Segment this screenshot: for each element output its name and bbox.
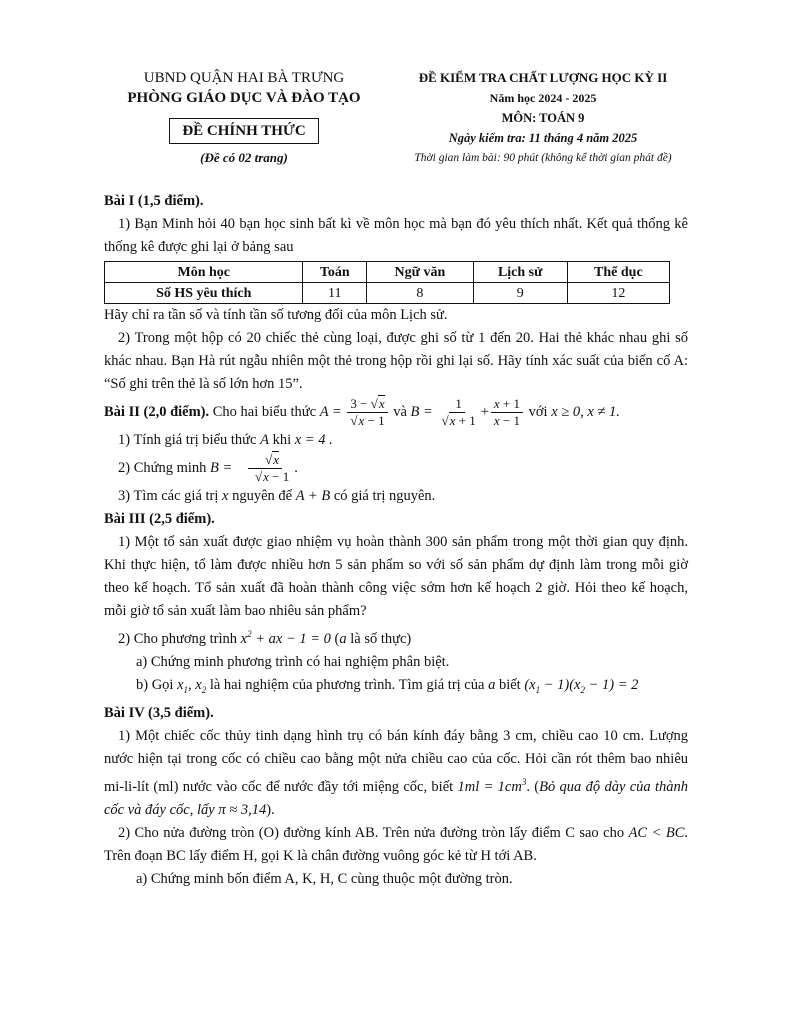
bai2-q1-when: khi bbox=[272, 432, 292, 448]
bai2-intro: Cho hai biểu thức bbox=[212, 403, 317, 420]
var-a-param: a bbox=[339, 630, 347, 647]
pi-approx: π ≈ 3,14 bbox=[218, 801, 267, 818]
bai2-intro-line: Bài II (2,0 điểm). Cho hai biểu thức A = $\frac{3 - √x}{√x - 1}$ và B = $\frac{1}{√x + 1}$ + $\frac{x + 1}{x - 1}$ với x ≥ 0, x ≠ 1. bbox=[104, 396, 620, 428]
table-header-cell: Thể dục bbox=[567, 262, 669, 283]
roots-condition: $(x_1 - 1)(x_2 - 1) = 2$ bbox=[524, 676, 639, 695]
table-header-cell: Môn học bbox=[105, 262, 303, 283]
table-header-cell: Lịch sử bbox=[473, 262, 567, 283]
bai2-q1 bbox=[104, 429, 688, 452]
quadratic-equation: $x^2$ + ax − 1 = 0 bbox=[240, 629, 331, 647]
bai1-title: Bài I (1,5 điểm). bbox=[104, 193, 204, 209]
exam-title: ĐỀ KIỂM TRA CHẤT LƯỢNG HỌC KỲ II bbox=[418, 70, 668, 85]
bai2-q2-text: 2) Chứng minh bbox=[118, 459, 207, 476]
bai3-q2b-text-3: biết bbox=[498, 676, 521, 693]
department-name: PHÒNG GIÁO DỤC VÀ ĐÀO TẠO bbox=[127, 90, 361, 106]
bai3-q2b-text: b) Gọi bbox=[136, 676, 174, 693]
bai2-q3-text-2: nguyên để bbox=[232, 488, 293, 504]
expr-a-fraction: $\frac{3 - √x}{√x - 1}$ bbox=[347, 396, 387, 429]
expr-a-label: A = bbox=[319, 403, 342, 420]
bai1-q1-after: Hãy chỉ ra tần số và tính tần số tương đối của môn Lịch sử. bbox=[104, 307, 448, 323]
var-a-param-2: a bbox=[488, 676, 496, 693]
bai4-q2a: a) Chứng minh bốn điểm A, K, H, C cùng thuộc một đường tròn. bbox=[136, 870, 513, 887]
bai1-q2: 2) Trong một hộp có 20 chiếc thẻ cùng loại, được ghi số từ 1 đến 20. Hai thẻ khác nhau ghi số khác nhau. Bạn Hà rút ngẫu nhiên một thẻ trong hộp rồi ghi lại số. Hãy tính xác suất của biến cố A: “Số ghi trên thẻ là số lớn hơn 15”. bbox=[104, 330, 688, 392]
expr-b-fraction-1: $\frac{1}{√x + 1}$ bbox=[441, 396, 476, 428]
roots-x1-x2: $x_1$, $x_2$ bbox=[177, 676, 207, 695]
bai2-cond-word: với bbox=[528, 403, 548, 420]
official-badge: ĐỀ CHÍNH THỨC bbox=[169, 118, 318, 144]
exam-date: Ngày kiểm tra: 11 tháng 4 năm 2025 bbox=[448, 131, 638, 145]
exam-body bbox=[104, 190, 688, 891]
bai4-q2 bbox=[104, 822, 688, 868]
bai2-q3-text: 3) Tìm các giá trị bbox=[118, 488, 219, 504]
bai2-q3 bbox=[104, 485, 688, 508]
header-left bbox=[104, 68, 384, 166]
bai3-q2b bbox=[104, 674, 688, 702]
school-year: Năm học 2024 - 2025 bbox=[489, 91, 597, 105]
var-a: A bbox=[260, 432, 269, 448]
page-count-note: (Đề có 02 trang) bbox=[200, 150, 288, 165]
expr-b-proof-fraction: $\frac{√x}{√x - 1}$ bbox=[238, 452, 292, 485]
bai3-title: Bài III (2,5 điểm). bbox=[104, 511, 215, 527]
var-x: x bbox=[222, 488, 229, 504]
table-header-row bbox=[105, 262, 670, 283]
table-header-cell: Toán bbox=[303, 262, 367, 283]
expr-b-fraction-2: $\frac{x + 1}{x - 1}$ bbox=[491, 396, 523, 429]
bai2-condition: x ≥ 0, x ≠ 1. bbox=[551, 403, 620, 420]
bai2-q2: 2) Chứng minh B = $\frac{√x}{√x - 1}$ . bbox=[118, 452, 298, 484]
bai4-q1: 1) Một chiếc cốc thủy tinh dạng hình trụ có bán kính đáy bằng 3 cm, chiều cao 10 cm. Lượng nước hiện tại trong cốc có chiều cao bằng một nửa chiều cao của cốc. Hỏi cần rót thêm bao nhiêu mi-li-lít (ml) nước vào cốc để nước đầy tới miệng cốc, biết $1ml = 1cm^3$. (Bỏ qua độ dày của thành cốc và đáy cốc, lấy π ≈ 3,14). bbox=[104, 727, 688, 818]
table-cell: 8 bbox=[367, 283, 474, 304]
bai3-q2-text: 2) Cho phương trình bbox=[118, 630, 238, 647]
table-row-label: Số HS yêu thích bbox=[105, 283, 303, 304]
bai3-q2b-text-2: là hai nghiệm của phương trình. Tìm giá trị của bbox=[209, 676, 485, 693]
expr-b-label: B = bbox=[410, 403, 433, 420]
bai4-q2-text-2: . Trên đoạn BC lấy điểm H, gọi K là chân đường vuông góc kẻ từ H tới AB. bbox=[104, 824, 688, 864]
expr-b-label-2: B = bbox=[210, 459, 233, 476]
table-cell: 9 bbox=[473, 283, 567, 304]
bai3-q2: 2) Cho phương trình $x^2$ + ax − 1 = 0 (a là số thực) bbox=[118, 629, 412, 647]
bai3-q2a: a) Chứng minh phương trình có hai nghiệm phân biệt. bbox=[136, 653, 450, 670]
bai2-q3-text-3: có giá trị nguyên. bbox=[333, 488, 436, 504]
exam-duration: Thời gian làm bài: 90 phút (không kể thời gian phát đề) bbox=[414, 152, 672, 164]
table-cell: 11 bbox=[303, 283, 367, 304]
table-header-cell: Ngữ văn bbox=[367, 262, 474, 283]
bai3-q2-note: là số thực) bbox=[350, 630, 412, 647]
stats-table bbox=[104, 261, 670, 304]
bai4-title: Bài IV (3,5 điểm). bbox=[104, 704, 214, 721]
bai2-q1-text: 1) Tính giá trị biểu thức bbox=[118, 432, 257, 448]
table-cell: 12 bbox=[567, 283, 669, 304]
a-plus-b: A + B bbox=[295, 488, 331, 504]
bai4-q1-note: Bỏ qua độ dày của thành cốc và đáy cốc, lấy bbox=[104, 778, 688, 818]
ml-equals-cm3: $1ml = 1cm^3$ bbox=[457, 776, 527, 795]
bai2-and: và bbox=[393, 403, 407, 420]
bai3-q1: 1) Một tổ sản xuất được giao nhiệm vụ hoàn thành 300 sản phẩm trong một thời gian quy định. Khi thực hiện, tổ làm được nhiều hơn 5 sản phẩm so với số sản phẩm dự định làm trong mỗi giờ theo kế hoạch. Tổ sản xuất đã hoàn thành công việc sớm hơn kế hoạch 2 giờ. Hỏi theo kế hoạch, mỗi giờ tổ sản xuất làm bao nhiêu sản phẩm? bbox=[104, 534, 688, 619]
table-row bbox=[105, 283, 670, 304]
bai4-q2-text: 2) Cho nửa đường tròn (O) đường kính AB. Trên nửa đường tròn lấy điểm C sao cho bbox=[118, 824, 625, 841]
bai2-title: Bài II (2,0 điểm). bbox=[104, 403, 210, 420]
district-name: UBND QUẬN HAI BÀ TRƯNG bbox=[143, 70, 345, 86]
bai1-q1: 1) Bạn Minh hỏi 40 bạn học sinh bất kì về môn học mà bạn đó yêu thích nhất. Kết quả thống kê thống kê được ghi lại ở bảng sau bbox=[104, 216, 688, 255]
subject: MÔN: TOÁN 9 bbox=[501, 111, 585, 125]
header-right bbox=[388, 68, 698, 168]
x-equals-4: x = 4 . bbox=[294, 432, 333, 448]
bai4-q1-text: 1) Một chiếc cốc thủy tinh dạng hình trụ có bán kính đáy bằng 3 cm, chiều cao 10 cm. Lượng nước hiện tại trong cốc có chiều cao bằng một nửa chiều cao của cốc. Hỏi cần rót thêm bao nhiêu mi-li-lít (ml) nước vào cốc để nước đầy tới miệng cốc, biết bbox=[104, 727, 688, 795]
ac-less-bc: AC < BC bbox=[628, 824, 685, 841]
